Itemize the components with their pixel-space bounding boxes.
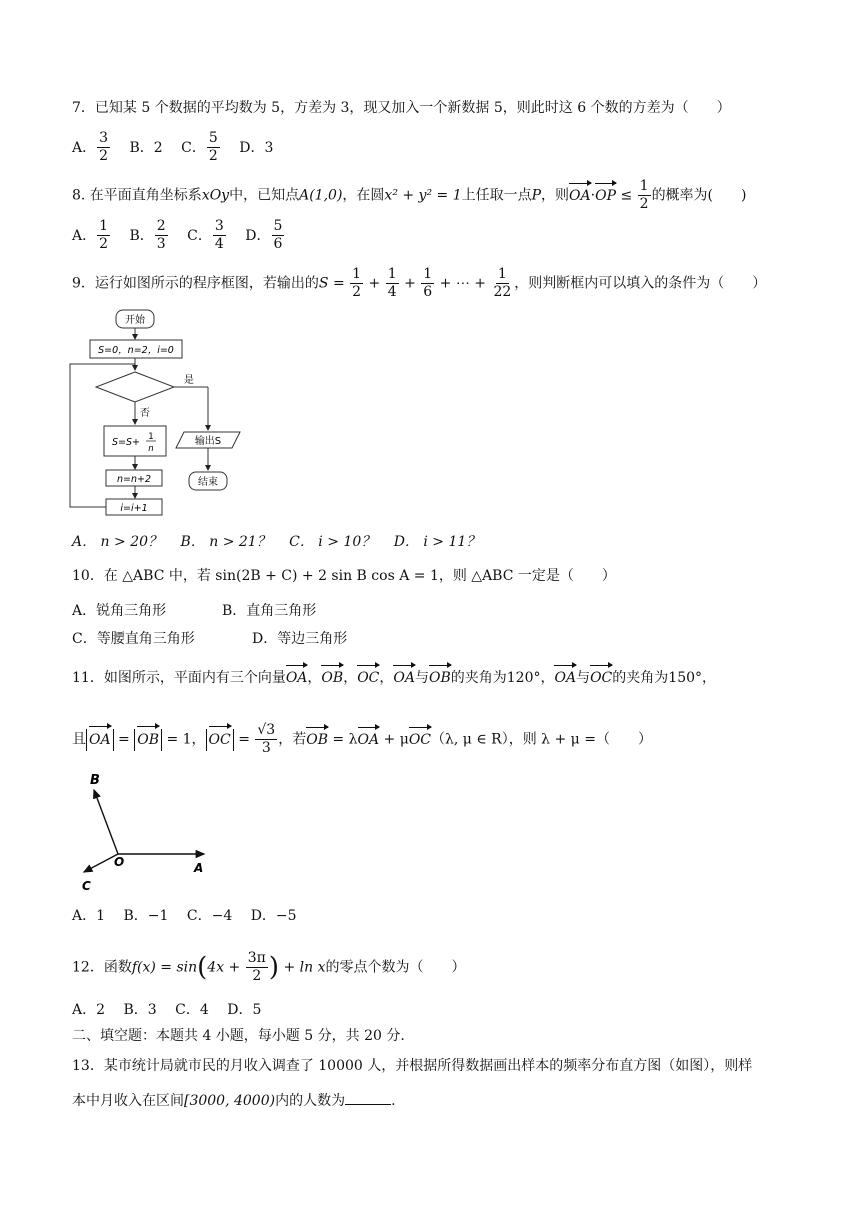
svg-text:是: 是 <box>184 375 194 386</box>
svg-text:输出S: 输出S <box>194 436 222 447</box>
q7-option-b: B．2 <box>129 139 163 156</box>
vector-ob <box>94 790 118 854</box>
q11-option-a: A．1 <box>72 908 106 924</box>
q10-option-a: A．锐角三角形 <box>72 603 167 619</box>
q7-stem: 7．已知某 5 个数据的平均数为 5，方差为 3，现又加入一个新数据 5，则此时这 6 个数的方差为（ ） <box>72 100 731 116</box>
vector-oc <box>84 854 118 872</box>
q9-stem: 9．运行如图所示的程序框图，若输出的S = $\frac{1}{2}$ + $\frac{1}{4}$ + $\frac{1}{6}$ + ⋯ + $\frac{1}{22}$ ，则判断框内可以填入的条件为（ ） <box>72 266 767 300</box>
q11-stem-line2: 且 OA = OB = 1， OC = $\frac{√3}{3}$ ，若OB = λOA + μOC（λ, μ ∈ R），则 λ + μ =（ ） <box>72 722 652 756</box>
q7-options <box>72 130 287 165</box>
svg-text:O: O <box>114 855 125 869</box>
q9-option-d: D． i > 11？ <box>393 534 481 550</box>
q12-option-c: C．4 <box>175 1002 209 1018</box>
q7-option-d: D．3 <box>239 139 274 156</box>
q7-option-c: C． $\frac{5}{2}$ <box>181 130 218 164</box>
svg-text:i=i+1: i=i+1 <box>120 503 148 514</box>
q10-option-b: B．直角三角形 <box>222 603 317 619</box>
q9-option-c: C． i > 10？ <box>289 534 376 550</box>
svg-text:否: 否 <box>140 408 150 419</box>
section-2-heading: 二、填空题：本题共 4 小题，每小题 5 分，共 20 分. <box>72 1028 405 1044</box>
svg-text:S=0，n=2，i=0: S=0，n=2，i=0 <box>98 345 174 356</box>
q13-stem-line1: 13．某市统计局就市民的月收入调查了 10000 人，并根据所得数据画出样本的频率分布直方图（如图），则样 <box>72 1058 753 1074</box>
q8-option-d: D． $\frac{5}{6}$ <box>245 218 283 252</box>
q12-stem: 12．函数f(x) = sin(4x + $\frac{3\pi}{2}$ ) + ln x的零点个数为（ ） <box>72 950 466 984</box>
q9-flowchart <box>66 306 256 530</box>
q11-vector-figure <box>72 768 222 894</box>
svg-text:开始: 开始 <box>125 315 145 326</box>
svg-text:结束: 结束 <box>198 477 218 488</box>
q8-options <box>72 218 299 253</box>
q10-stem: 10．在 △ABC 中，若 sin(2B + C) + 2 sin B cos A = 1，则 △ABC 一定是（ ） <box>72 568 616 584</box>
q9-options <box>72 532 494 552</box>
q11-option-d: D．−5 <box>250 908 297 924</box>
q11-option-b: B．−1 <box>123 908 169 924</box>
q13-stem-line2: 本中月收入在区间[3000, 4000)内的人数为 . <box>72 1090 396 1111</box>
flow-decision <box>96 372 174 402</box>
svg-text:S=S+: S=S+ <box>112 437 140 448</box>
q7-option-a: A． $\frac{3}{2}$ <box>72 130 109 164</box>
q11-options <box>72 906 311 926</box>
q11-stem-line1: 11．如图所示，平面内有三个向量OA，OB，OC，OA与OB的夹角为120°，OA与OC的夹角为150°， <box>72 670 717 686</box>
svg-text:n=n+2: n=n+2 <box>116 474 152 485</box>
svg-text:C: C <box>82 879 91 893</box>
q11-option-c: C．−4 <box>186 908 233 924</box>
svg-text:A: A <box>194 861 204 875</box>
q8-option-b: B． $\frac{2}{3}$ <box>129 218 166 252</box>
q10-option-d: D．等边三角形 <box>252 631 348 647</box>
q12-option-b: B．3 <box>123 1002 157 1018</box>
q8-stem: 8. 在平面直角坐标系xOy中，已知点A(1,0)，在圆x² + y² = 1上任取一点P，则OA·OP ≤ $\frac{1}{2}$ 的概率为( ) <box>72 178 747 212</box>
q10-option-c: C．等腰直角三角形 <box>72 631 195 647</box>
svg-text:B: B <box>90 773 100 788</box>
q9-option-a: A． n > 20？ <box>72 534 163 550</box>
q12-option-d: D．5 <box>227 1002 262 1018</box>
q12-options <box>72 1000 275 1020</box>
q8-option-a: A． $\frac{1}{2}$ <box>72 218 109 252</box>
svg-text:1: 1 <box>148 432 154 442</box>
q13-answer-blank[interactable] <box>345 1090 391 1105</box>
q12-option-a: A．2 <box>72 1002 106 1018</box>
q9-option-b: B． n > 21？ <box>180 534 271 550</box>
q8-option-c: C． $\frac{3}{4}$ <box>187 218 224 252</box>
svg-text:n: n <box>148 444 154 454</box>
